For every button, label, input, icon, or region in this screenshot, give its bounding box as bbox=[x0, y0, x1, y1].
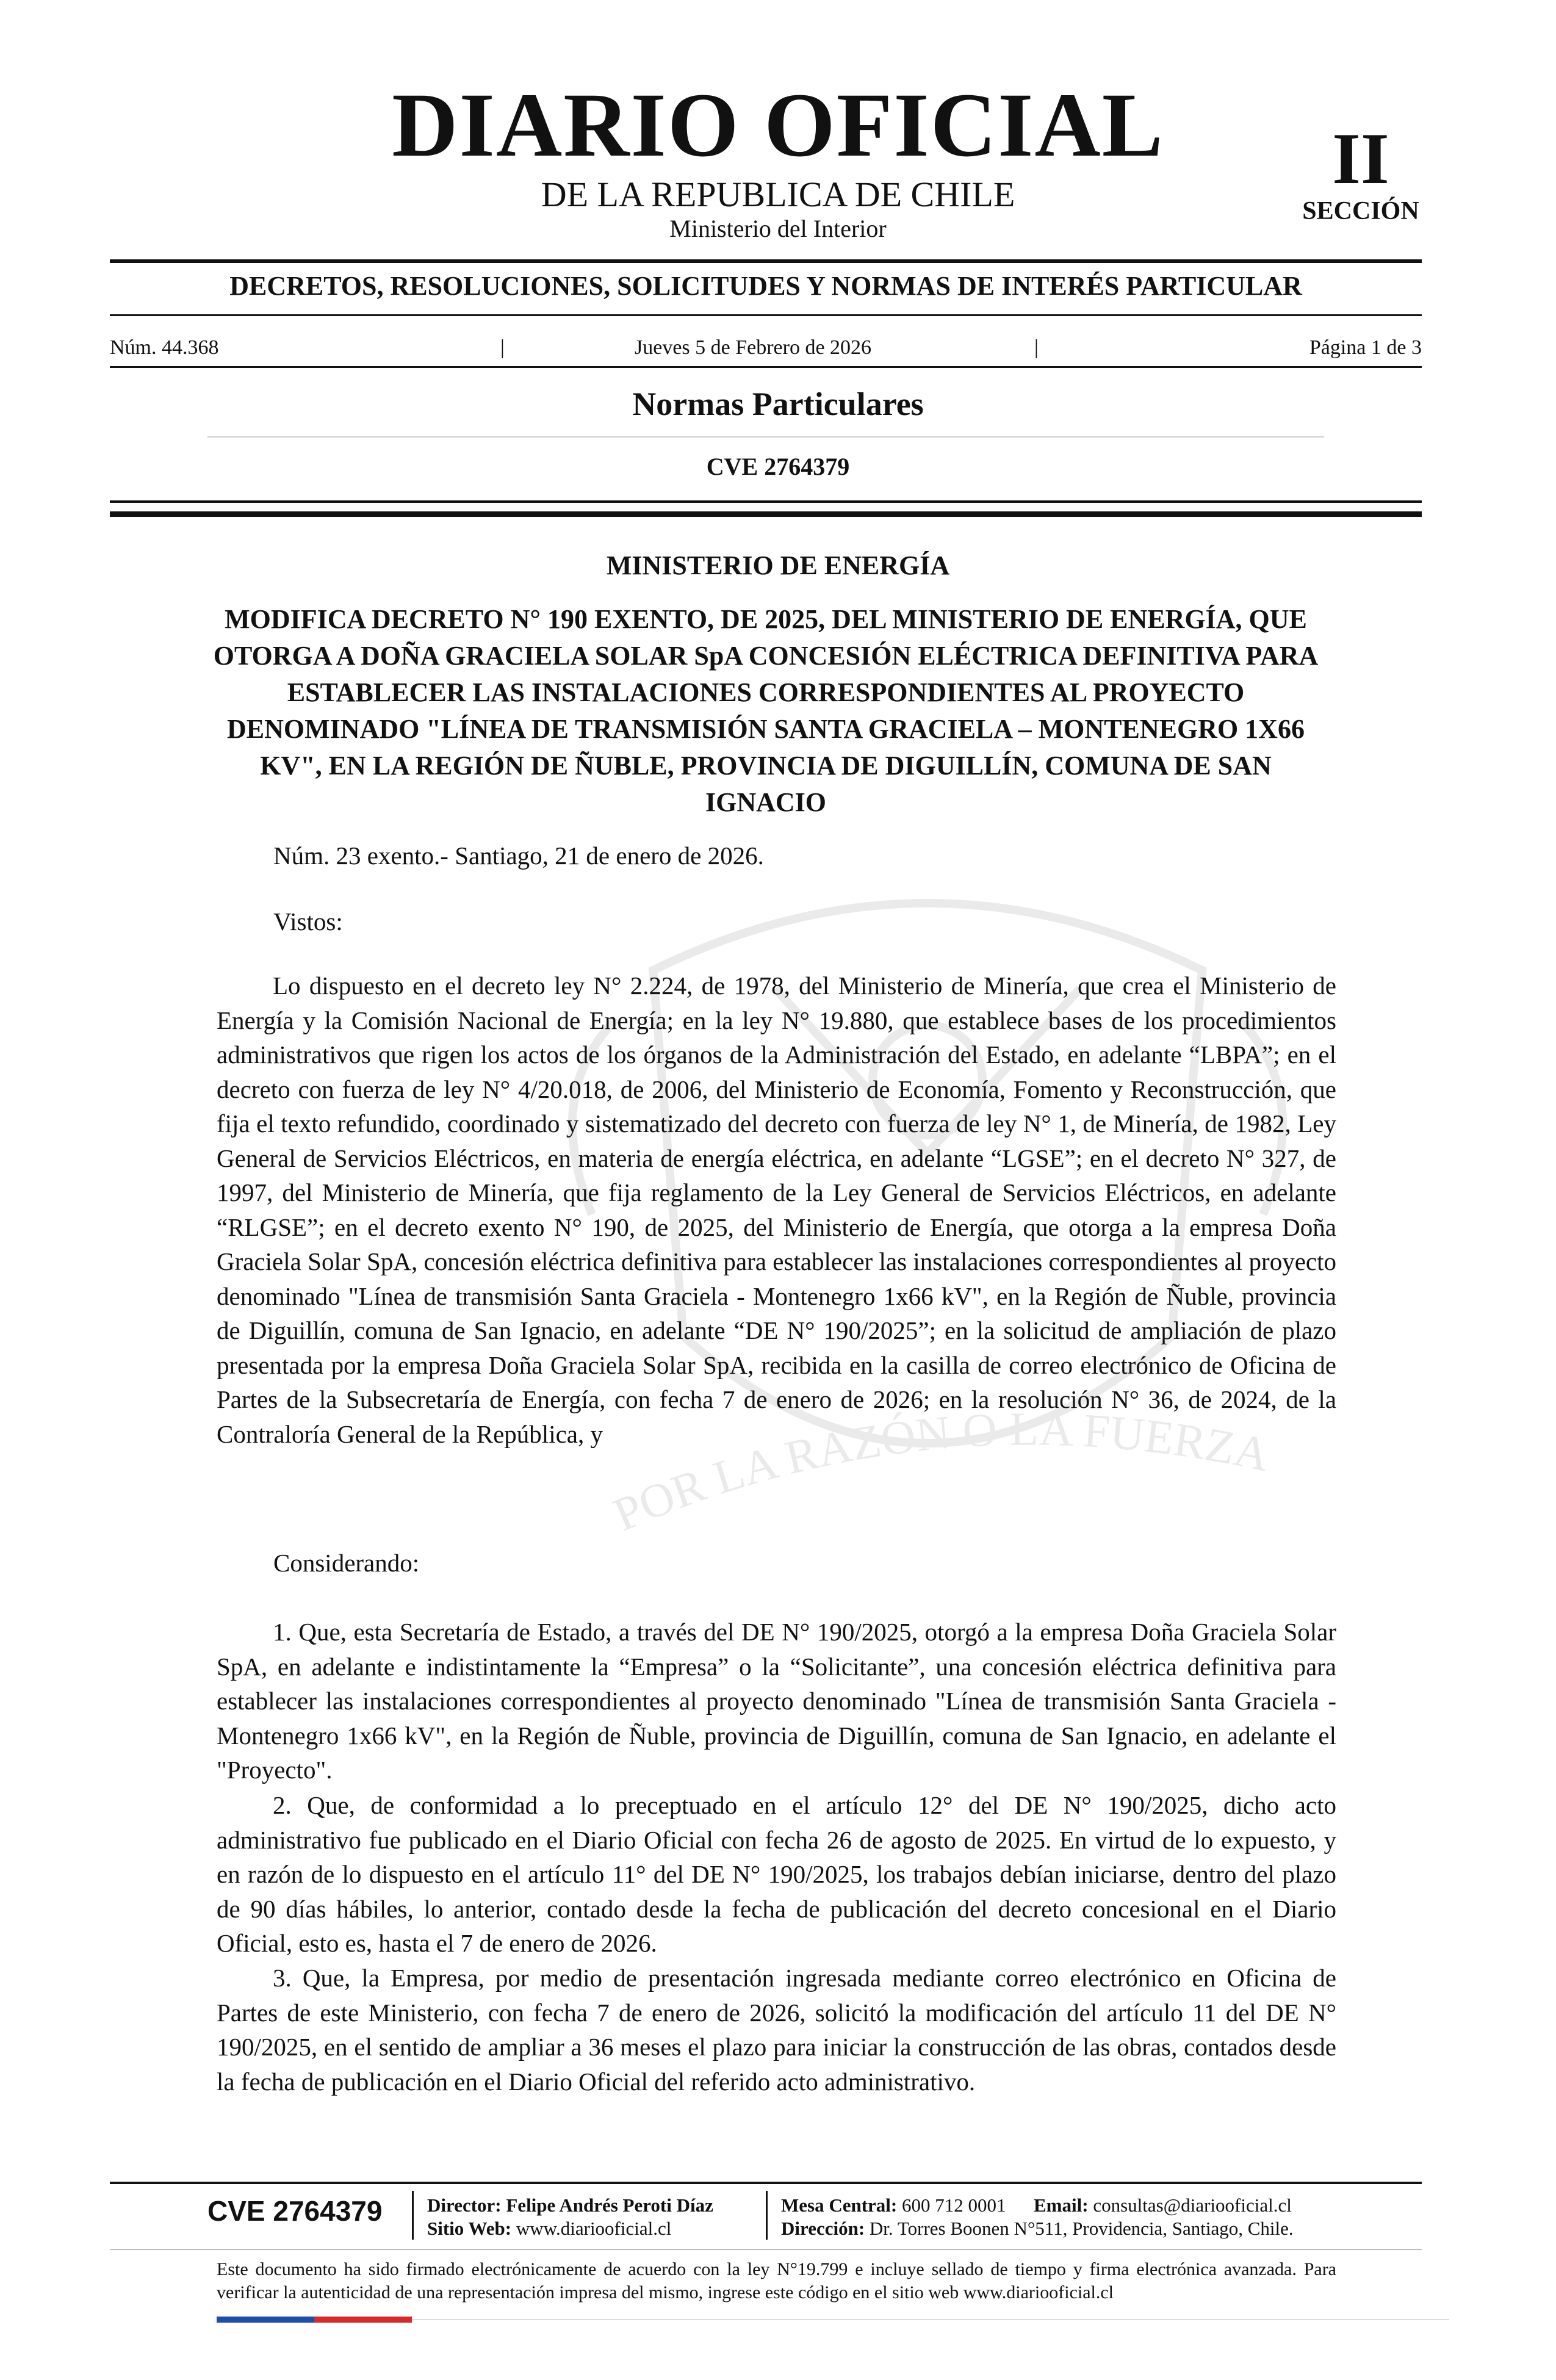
considerando-item: 1. Que, esta Secretaría de Estado, a través del DE N° 190/2025, otorgó a la empresa Doña Graciela Solar SpA, en adelante e indistintamente la “Empresa” o la “Solicitante”, una concesión eléctrica definitiva para establecer las instalaciones correspondientes al proyecto denominado "Línea de transmisión Santa Graciela - Montenegro 1x66 kV", en la Región de Ñuble, provincia de Diguillín, comuna de San Ignacio, en adelante el "Proyecto". bbox=[217, 1618, 1336, 1784]
director-name: Felipe Andrés Peroti Díaz bbox=[506, 2194, 713, 2216]
decree-number-date: Núm. 23 exento.- Santiago, 21 de enero de 2026. bbox=[273, 842, 764, 870]
phone-label: Mesa Central: bbox=[781, 2194, 898, 2216]
vistos-label: Vistos: bbox=[273, 907, 343, 936]
footer-cve-code: CVE 2764379 bbox=[207, 2195, 383, 2227]
header-ministry: Ministerio del Interior bbox=[669, 215, 887, 242]
divider bbox=[207, 436, 1324, 438]
category-title: Normas Particulares bbox=[632, 386, 924, 422]
footer-separator bbox=[766, 2191, 768, 2240]
document-heading: MODIFICA DECRETO N° 190 EXENTO, DE 2025, DEL MINISTERIO DE ENERGÍA, QUE OTORGA A DOÑA GRACIELA SOLAR SpA CONCESIÓN ELÉCTRICA DEFINITIVA PARA ESTABLECER LAS INSTALACIONES CORRESPONDIENTES AL PROYECTO DENOMINADO "LÍNEA DE TRANSMISIÓN SANTA GRACIELA – MONTENEGRO 1X66 KV", EN LA REGIÓN DE ÑUBLE, PROVINCIA DE DIGUILLÍN, COMUNA DE SAN IGNACIO bbox=[213, 604, 1319, 817]
signature-disclaimer: Este documento ha sido firmado electrónicamente de acuerdo con la ley N°19.799 e incluye sellado de tiempo y firma electrónica avanzada. Para verificar la autenticidad de una representación impresa del mismo, ingrese este código en el sitio web www.diariooficial.cl bbox=[217, 2259, 1336, 2302]
flag-stripe-blue bbox=[217, 2317, 314, 2323]
divider bbox=[110, 2249, 1422, 2250]
email-label: Email: bbox=[1034, 2194, 1089, 2216]
footer-contact bbox=[781, 2194, 1292, 2217]
footer-director bbox=[427, 2194, 713, 2217]
section-banner: DECRETOS, RESOLUCIONES, SOLICITUDES Y NORMAS DE INTERÉS PARTICULAR bbox=[229, 271, 1302, 301]
divider bbox=[110, 259, 1422, 263]
website-link[interactable]: www.diariooficial.cl bbox=[516, 2218, 672, 2239]
footer-website bbox=[427, 2217, 671, 2240]
address-text: Dr. Torres Boonen N°511, Providencia, Santiago, Chile. bbox=[869, 2218, 1294, 2239]
divider bbox=[110, 511, 1422, 517]
info-separator: | bbox=[500, 336, 505, 359]
website-label: Sitio Web: bbox=[427, 2218, 512, 2239]
considerando-item: 2. Que, de conformidad a lo preceptuado en el artículo 12° del DE N° 190/2025, dicho acto administrativo fue publicado en el Diario Oficial con fecha 26 de agosto de 2025. En virtud de lo expuesto, y en razón de lo dispuesto en el artículo 11° del DE N° 190/2025, los trabajos debían iniciarse, dentro del plazo de 90 días hábiles, lo anterior, contado desde la fecha de publicación del decreto concesional en el Diario Oficial, esto es, hasta el 7 de enero de 2026. bbox=[217, 1791, 1336, 1957]
page-indicator: Página 1 de 3 bbox=[1309, 336, 1422, 359]
divider bbox=[110, 366, 1422, 368]
divider bbox=[110, 2182, 1422, 2184]
flag-stripe-line bbox=[412, 2319, 1449, 2320]
section-number: II bbox=[1332, 118, 1389, 199]
divider bbox=[110, 314, 1422, 316]
section-label: SECCIÓN bbox=[1302, 197, 1419, 225]
info-separator: | bbox=[1034, 336, 1039, 359]
considerando-item: 3. Que, la Empresa, por medio de presentación ingresada mediante correo electrónico en Oficina de Partes de este Ministerio, con fecha 7 de enero de 2026, solicitó la modificación del artículo 11 del DE N° 190/2025, en el sentido de ampliar a 36 meses el plazo para iniciar la construcción de las obras, contados desde la fecha de publicación en el Diario Oficial del referido acto administrativo. bbox=[217, 1964, 1336, 2096]
footer-address bbox=[781, 2217, 1294, 2240]
flag-stripe-red bbox=[314, 2317, 412, 2323]
considerando-label: Considerando: bbox=[273, 1549, 420, 1577]
email-link[interactable]: consultas@diariooficial.cl bbox=[1093, 2194, 1292, 2216]
phone-number: 600 712 0001 bbox=[902, 2194, 1006, 2216]
motto-text: POR LA RAZÓN O LA FUERZA bbox=[605, 1402, 1275, 1542]
newspaper-subtitle: DE LA REPUBLICA DE CHILE bbox=[541, 175, 1015, 214]
divider bbox=[110, 500, 1422, 503]
address-label: Dirección: bbox=[781, 2218, 865, 2239]
footer-separator bbox=[412, 2191, 414, 2240]
issue-date: Jueves 5 de Febrero de 2026 bbox=[635, 336, 872, 359]
newspaper-title: DIARIO OFICIAL bbox=[392, 74, 1164, 176]
director-label: Director: bbox=[427, 2194, 502, 2216]
issue-info-row bbox=[110, 333, 1422, 363]
issue-number: Núm. 44.368 bbox=[110, 336, 219, 359]
cve-code: CVE 2764379 bbox=[706, 453, 850, 480]
document-ministry: MINISTERIO DE ENERGÍA bbox=[606, 550, 950, 580]
vistos-paragraph: Lo dispuesto en el decreto ley N° 2.224, de 1978, del Ministerio de Minería, que crea el Ministerio de Energía y la Comisión Nacional de Energía; en la ley N° 19.880, que establece bases de los procedimientos administrativos que rigen los actos de los órganos de la Administración del Estado, en adelante “LBPA”; en el decreto con fuerza de ley N° 4/20.018, de 2006, del Ministerio de Economía, Fomento y Reconstrucción, que fija el texto refundido, coordinado y sistematizado del decreto con fuerza de ley N° 1, de Minería, de 1982, Ley General de Servicios Eléctricos, en materia de energía eléctrica, en adelante “LGSE”; en el decreto N° 327, de 1997, del Ministerio de Minería, que fija reglamento de la Ley General de Servicios Eléctricos, en adelante “RLGSE”; en el decreto exento N° 190, de 2025, del Ministerio de Energía, que otorga a la empresa Doña Graciela Solar SpA, concesión eléctrica definitiva para establecer las instalaciones correspondientes al proyecto denominado "Línea de transmisión Santa Graciela - Montenegro 1x66 kV", en la Región de Ñuble, provincia de Diguillín, comuna de San Ignacio, en adelante “DE N° 190/2025”; en la solicitud de ampliación de plazo presentada por la empresa Doña Graciela Solar SpA, recibida en la casilla de correo electrónico de Oficina de Partes de la Subsecretaría de Energía, con fecha 7 de enero de 2026; en la resolución N° 36, de 2024, de la Contraloría General de la República, y bbox=[217, 972, 1336, 1448]
